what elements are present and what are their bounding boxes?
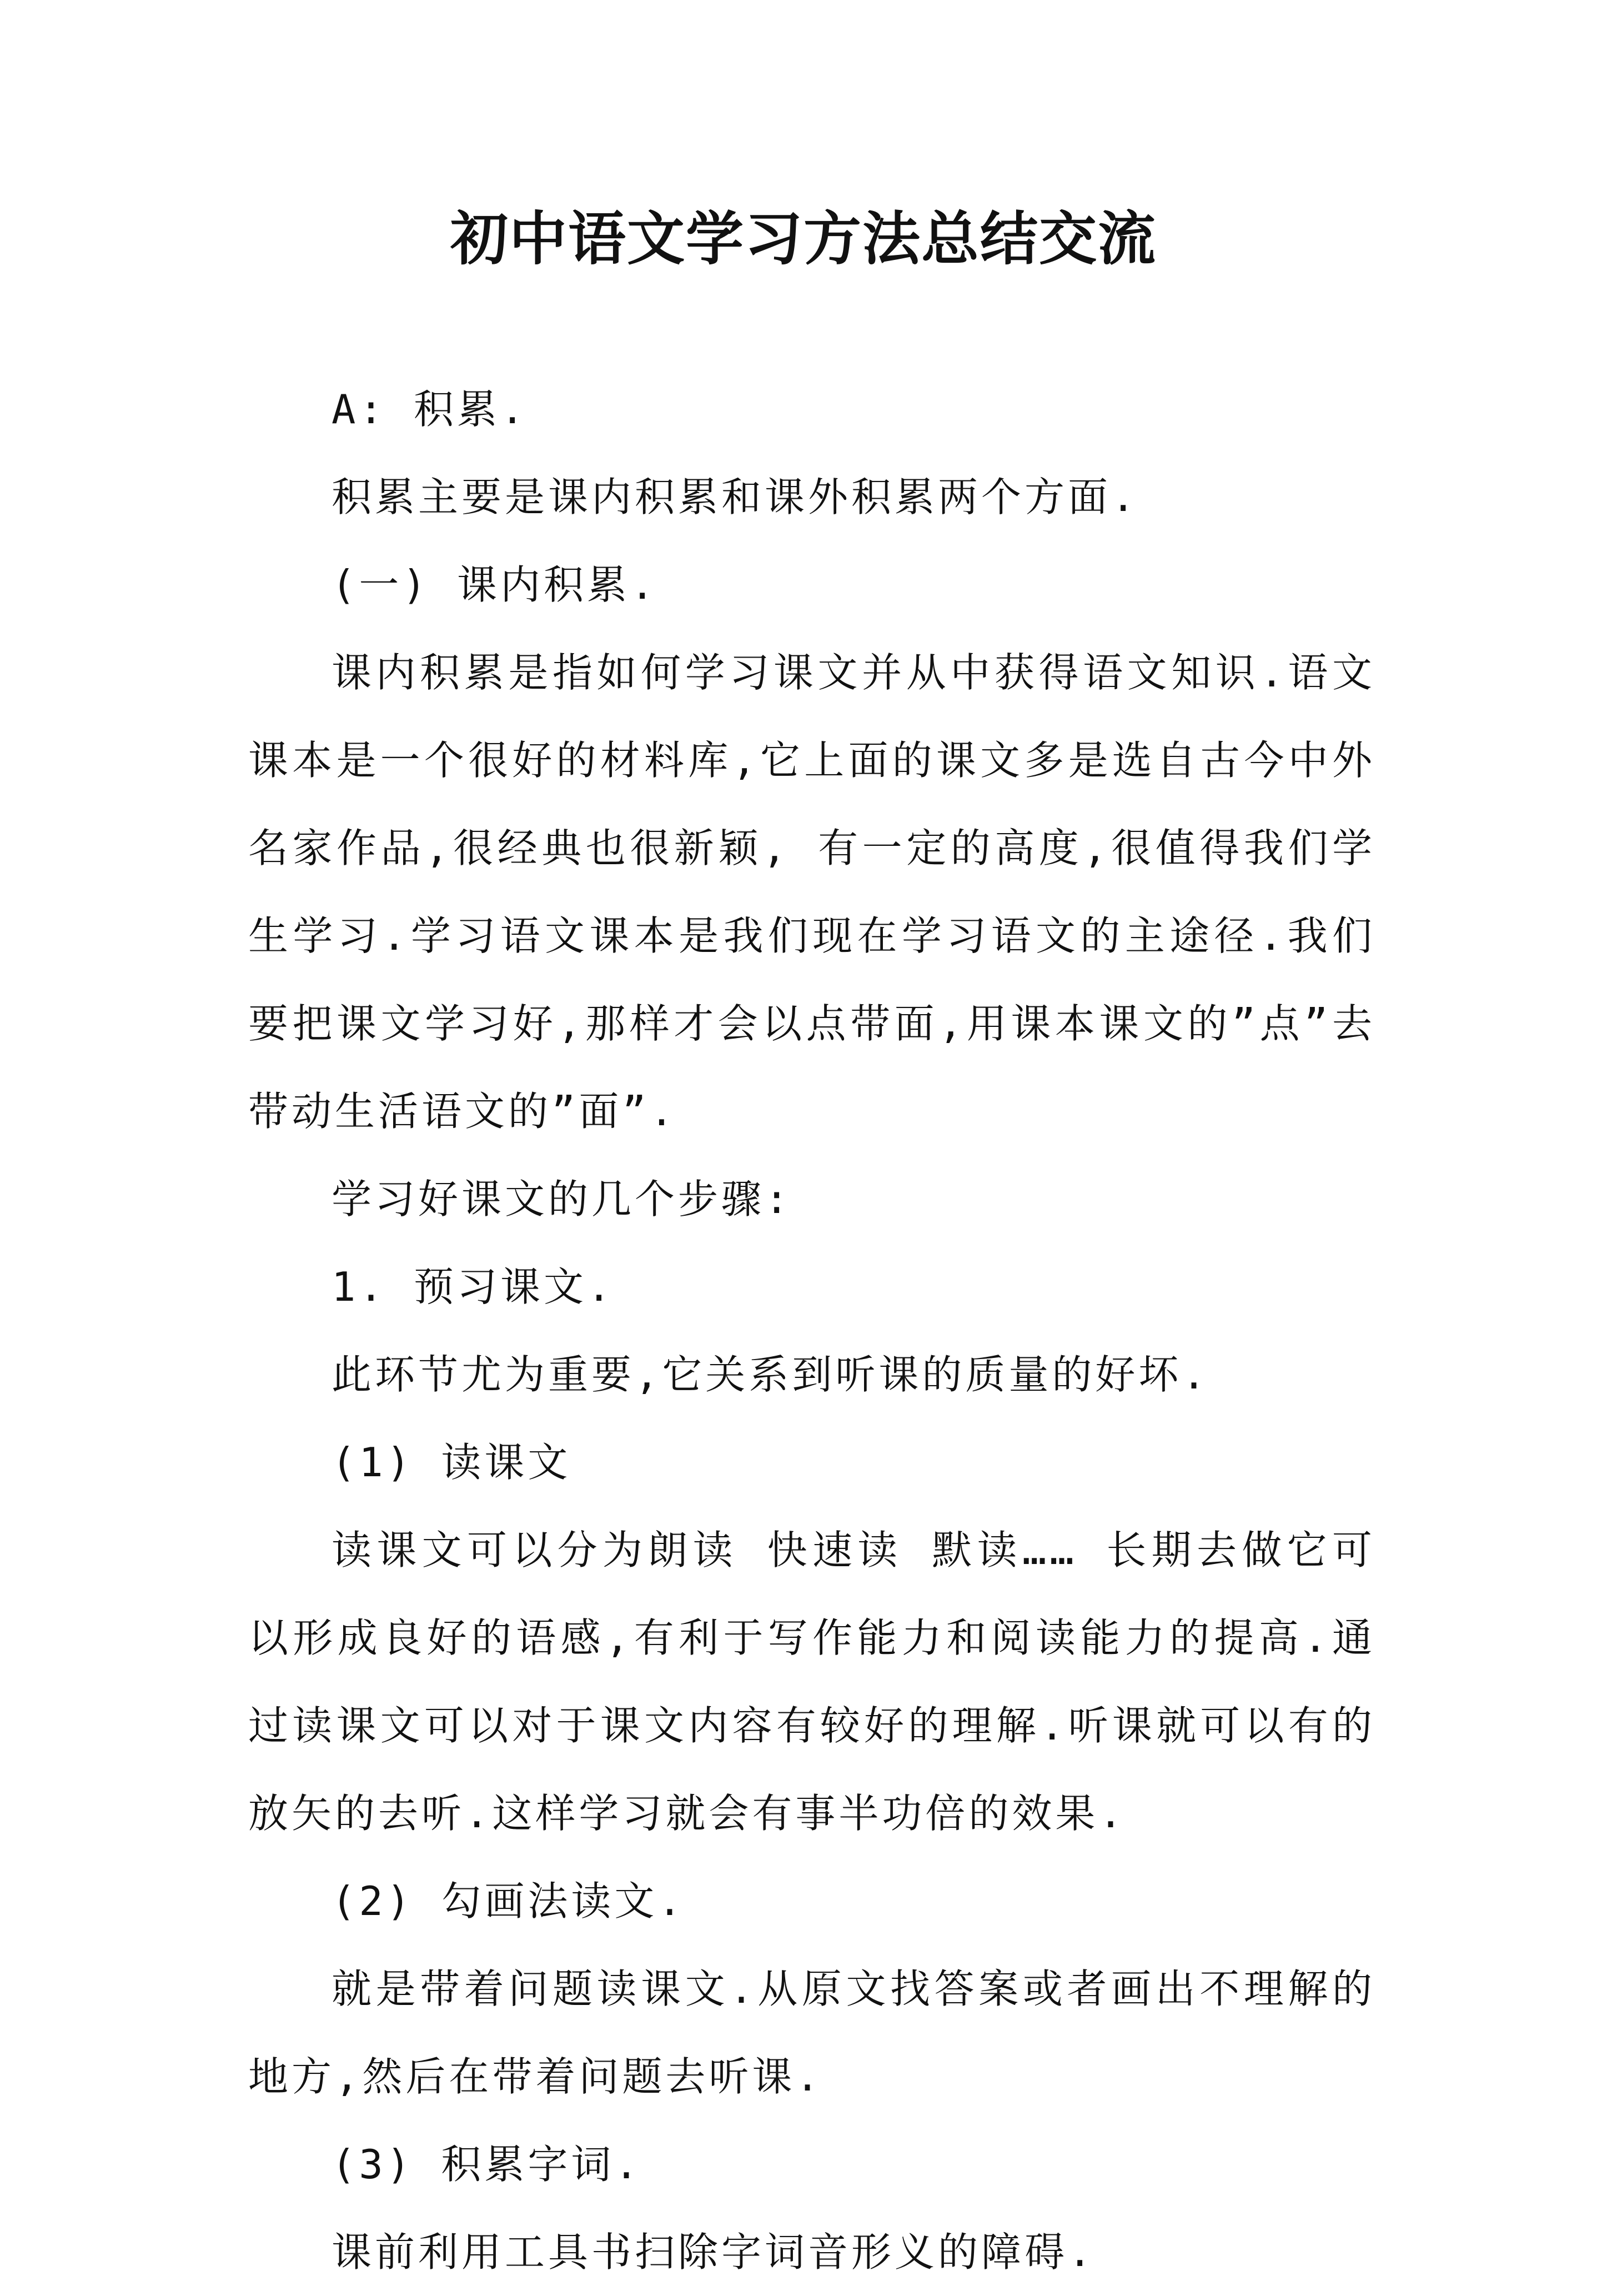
document-body	[248, 365, 1375, 2296]
paragraph: A: 积累.	[332, 386, 528, 433]
paragraph: 课内积累是指如何学习课文并从中获得语文知识.语文课本是一个很好的材料库,它上面的课文多是选自古今中外名家作品,很经典也很新颖, 有一定的高度,很值得我们学生学习.学习语文课本是我们现在学习语文的主途径.我们要把课文学习好,那样才会以点带面,用课本课文的”点”去带动生活语文的”面”.	[248, 649, 1375, 1135]
paragraph: 积累主要是课内积累和课外积累两个方面.	[332, 474, 1139, 520]
paragraph: (3) 积累字词.	[332, 2141, 642, 2188]
document-title: 初中语文学习方法总结交流	[450, 204, 1157, 273]
paragraph: 读课文可以分为朗读 快速读 默读…… 长期去做它可以形成良好的语感,有利于写作能力和阅读能力的提高.通过读课文可以对于课文内容有较好的理解.听课就可以有的放矢的去听.这样学习就会有事半功倍的效果.	[248, 1527, 1375, 1837]
paragraph: (一) 课内积累.	[332, 562, 658, 608]
paragraph: 学习好课文的几个步骤:	[332, 1176, 792, 1222]
paragraph: 1. 预习课文.	[332, 1264, 615, 1310]
paragraph: (2) 勾画法读文.	[332, 1878, 685, 1924]
paragraph: (1) 读课文	[332, 1439, 571, 1486]
paragraph: 就是带着问题读课文.从原文找答案或者画出不理解的地方,然后在带着问题去听课.	[248, 1966, 1375, 2100]
paragraph: 课前利用工具书扫除字词音形义的障碍.	[332, 2229, 1096, 2275]
paragraph: 此环节尤为重要,它关系到听课的质量的好坏.	[332, 1351, 1209, 1398]
